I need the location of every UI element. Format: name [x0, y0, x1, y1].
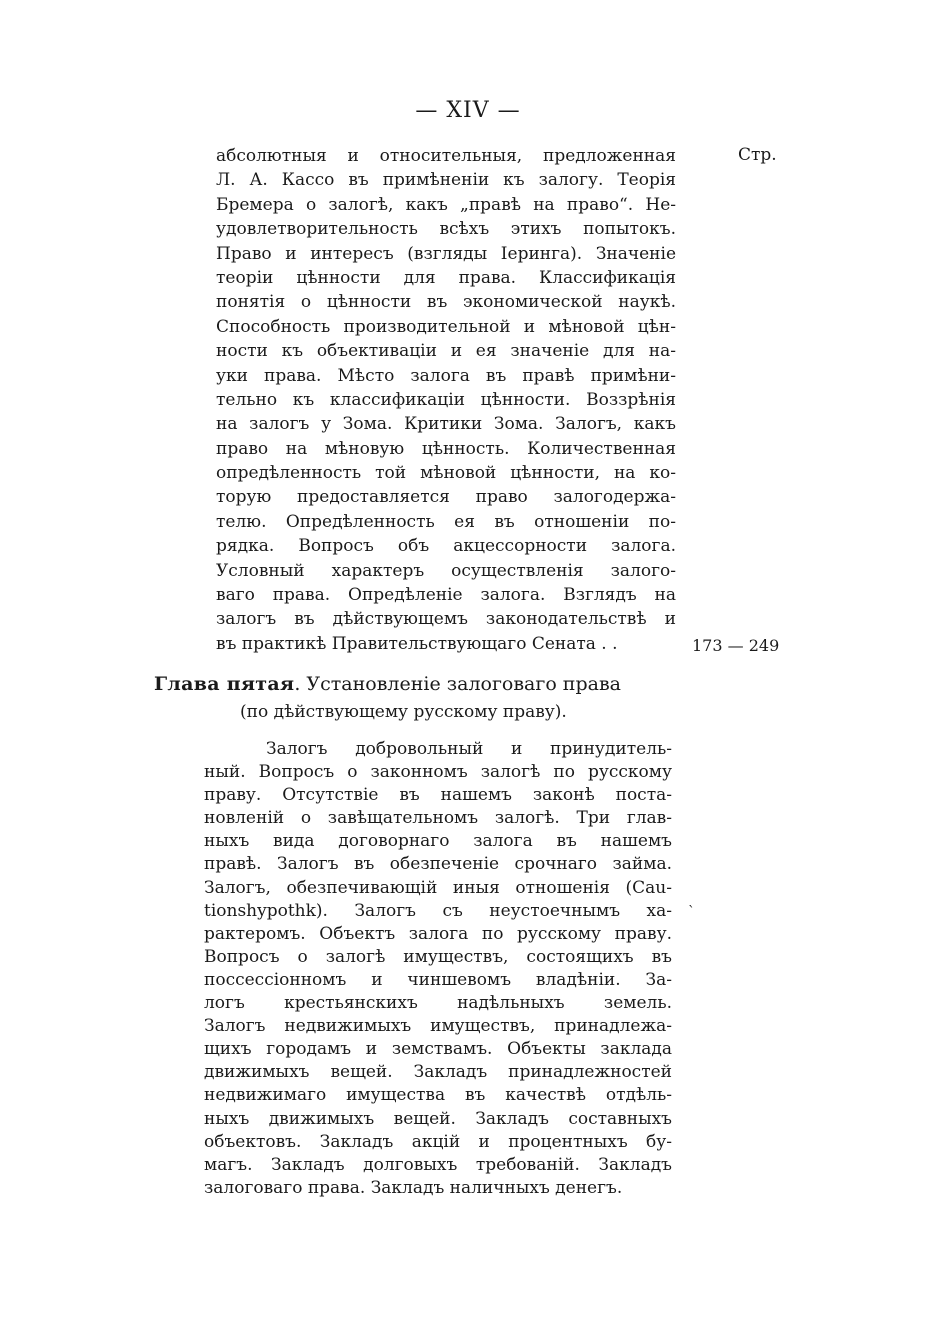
text-line: поссессіонномъ и чиншевомъ владѣніи. За- [204, 969, 672, 990]
text-line: тельно къ классификаціи цѣнности. Воззрѣнія [216, 389, 676, 410]
text-line: понятія о цѣнности въ экономической наукѣ. [216, 292, 676, 313]
text-line: Право и интересъ (взгляды Іеринга). Значеніе [216, 243, 676, 264]
text-line: залогъ въ дѣйствующемъ законодательствѣ и [216, 609, 676, 630]
stray-mark: ˋ [688, 904, 695, 920]
text-line: Вопросъ о залогѣ имуществъ, состоящихъ въ [204, 946, 672, 967]
text-line: ный. Вопросъ о законномъ залогѣ по русскому [204, 762, 672, 783]
text-line: опредѣленность той мѣновой цѣнности, на ко- [216, 463, 676, 484]
text-line: Залогъ добровольный и принудитель- [266, 739, 672, 759]
chapter-label: Глава пятая [154, 673, 295, 695]
page-column-label: Стр. [738, 145, 777, 165]
page-number: — XIV — [415, 98, 521, 123]
text-line: залоговаго права. Закладъ наличныхъ денегъ. [204, 1177, 623, 1198]
text-line: праву. Отсутствіе въ нашемъ законѣ поста- [204, 785, 672, 806]
text-line: Л. А. Кассо въ примѣненіи къ залогу. Теорія [216, 170, 676, 191]
toc-entry-text-a [216, 144, 676, 656]
text-line: Условный характеръ осуществленія залого- [216, 560, 676, 581]
text-line: логъ крестьянскихъ надѣльныхъ земель. [204, 993, 672, 1014]
text-line: tionshypothk). Залогъ съ неустоечнымъ ха- [204, 900, 672, 921]
text-line: Залогъ недвижимыхъ имуществъ, принадлежа- [204, 1016, 672, 1037]
text-line: Способность производительной и мѣновой цѣн- [216, 316, 676, 337]
text-line: ваго права. Опредѣленіе залога. Взглядъ на [216, 585, 676, 606]
text-line: теоріи цѣнности для права. Классификація [216, 267, 676, 288]
text-line: новленій о завѣщательномъ залогѣ. Три глав- [204, 808, 672, 829]
text-line: недвижимаго имущества въ качествѣ отдѣль- [204, 1085, 672, 1106]
text-line: магъ. Закладъ долговыхъ требованій. Закладъ [204, 1154, 672, 1175]
chapter-title: . Установленіе залоговаго права [294, 673, 621, 695]
page-range: 173 — 249 [692, 636, 780, 655]
text-line: объектовъ. Закладъ акцій и процентныхъ бу- [204, 1131, 672, 1152]
text-line: рактеромъ. Объектъ залога по русскому праву. [204, 923, 672, 944]
text-line: щихъ городамъ и земствамъ. Объекты заклада [204, 1039, 672, 1060]
text-line: Залогъ, обезпечивающій иныя отношенія (Cau- [204, 877, 672, 898]
text-line: удовлетворительность всѣхъ этихъ попытокъ. [216, 219, 676, 240]
text-line: ныхъ движимыхъ вещей. Закладъ составныхъ [204, 1108, 672, 1129]
chapter-subtitle: (по дѣйствующему русскому праву). [240, 702, 567, 722]
text-line: правѣ. Залогъ въ обезпеченіе срочнаго займа. [204, 854, 672, 875]
text-line: на залогъ у Зома. Критики Зома. Залогъ, какъ [216, 414, 676, 435]
text-line: рядка. Вопросъ объ акцессорности залога. [216, 536, 676, 557]
text-line: въ практикѣ Правительствующаго Сената . . [216, 633, 618, 654]
text-line: торую предоставляется право залогодержа- [216, 487, 676, 508]
text-line: телю. Опредѣленность ея въ отношеніи по- [216, 511, 676, 532]
text-line: Бремера о залогѣ, какъ „правѣ на право“. Не- [216, 194, 676, 215]
text-line: абсолютныя и относительныя, предложенная [216, 146, 676, 166]
chapter-heading [154, 673, 621, 695]
text-line: ности къ объективаціи и ея значеніе для на- [216, 341, 676, 362]
text-line: уки права. Мѣсто залога въ правѣ примѣни- [216, 365, 676, 386]
text-line: ныхъ вида договорнаго залога въ нашемъ [204, 831, 672, 852]
text-line: движимыхъ вещей. Закладъ принадлежностей [204, 1062, 672, 1083]
toc-entry-text-b [204, 738, 672, 1200]
text-line: право на мѣновую цѣнность. Количественная [216, 438, 676, 459]
